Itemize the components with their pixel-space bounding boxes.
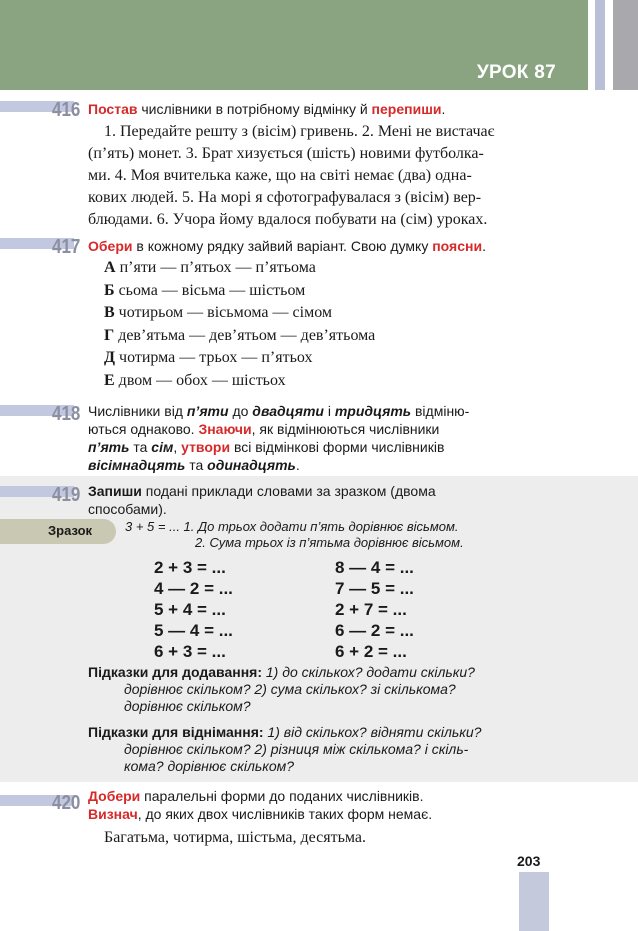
example: 5 + 4 = ... — [154, 600, 226, 619]
example: 8 — 4 = ... — [335, 558, 414, 577]
exercise-418-text: Числівники від п’яти до двадцяти і тридцять відміню- ються однаково. Знаючи, як відмінюються числівники п’ять та сім, утвори всі відмінкові форми числівників вісімнадцять та одинадцять. — [88, 403, 470, 473]
exercise-420-text: Багатьма, чотирма, шістьма, десятьма. — [104, 829, 366, 846]
exercise-416-text: 1. Передайте решту з (вісім) гривень. 2. Мені не вистачає (п’ять) монет. 3. Брат хизується (шість) новими футболка- ми. 4. Моя вчителька каже, що на світі немає (два) одна- кових людей. 5. На морі я сфотографувалася з (вісім) вер- блюдами. 6. Учора йому вдалося побувати на (сім) уроках. — [88, 123, 495, 228]
example: 2 + 7 = ... — [335, 600, 407, 619]
exercise-number: 417 — [52, 236, 81, 258]
example: 2 + 3 = ... — [154, 558, 226, 577]
sample-line: 3 + 5 = ... 1. До трьох додати п’ять дорівнює вісьмом. — [125, 519, 459, 534]
exercise-number: 416 — [52, 99, 81, 121]
option: Б сьома — вісьма — шістьом — [104, 282, 306, 299]
example: 7 — 5 = ... — [335, 579, 414, 598]
side-strip — [595, 0, 605, 90]
option: Е двом — обох — шістьох — [104, 372, 286, 389]
sample-line: 2. Сума трьох із п’ятьма дорівнює вісьмом. — [195, 535, 464, 550]
lesson-title: УРОК 87 — [476, 62, 556, 83]
exercise-417-instruction: Обери в кожному рядку зайвий варіант. Свою думку поясни. — [88, 238, 486, 254]
sample-label: Зразок — [48, 523, 93, 538]
exercise-419-instruction: Запиши подані приклади словами за зразком (двома способами). — [88, 483, 436, 517]
example: 6 — 2 = ... — [335, 621, 414, 640]
exercise-420-instruction: Добери паралельні форми до поданих числівників. Визнач, до яких двох числівників таких форм немає. — [88, 788, 433, 822]
footer-strip — [519, 872, 549, 931]
option: Д чотирма — трьох — п’ятьох — [104, 349, 313, 366]
option: В чотирьом — вісьмома — сімом — [104, 304, 333, 321]
page-number: 203 — [517, 853, 541, 869]
example: 5 — 4 = ... — [154, 621, 233, 640]
example: 4 — 2 = ... — [154, 579, 233, 598]
hint-addition: Підказки для додавання: 1) до скількох? додати скільки? дорівнює скільком? 2) сума скількох? зі скількома? дорівнює скільком? — [88, 664, 475, 714]
side-strip-gray — [613, 0, 638, 90]
exercise-number: 419 — [52, 484, 81, 506]
option: А п’яти — п’ятьох — п’ятьома — [104, 259, 316, 276]
exercise-number: 420 — [52, 792, 81, 814]
exercise-number: 418 — [52, 403, 81, 425]
example: 6 + 3 = ... — [154, 642, 226, 661]
option: Г дев’ятьма — дев’ятьом — дев’ятьома — [104, 327, 376, 344]
exercise-416-instruction: Постав числівники в потрібному відмінку й перепиши. — [88, 101, 446, 117]
example: 6 + 2 = ... — [335, 642, 407, 661]
hint-subtraction: Підказки для віднімання: 1) від скількох? відняти скільки? дорівнює скільком? 2) різниця між скількома? і скіль- кома? дорівнює скільком? — [88, 724, 482, 774]
